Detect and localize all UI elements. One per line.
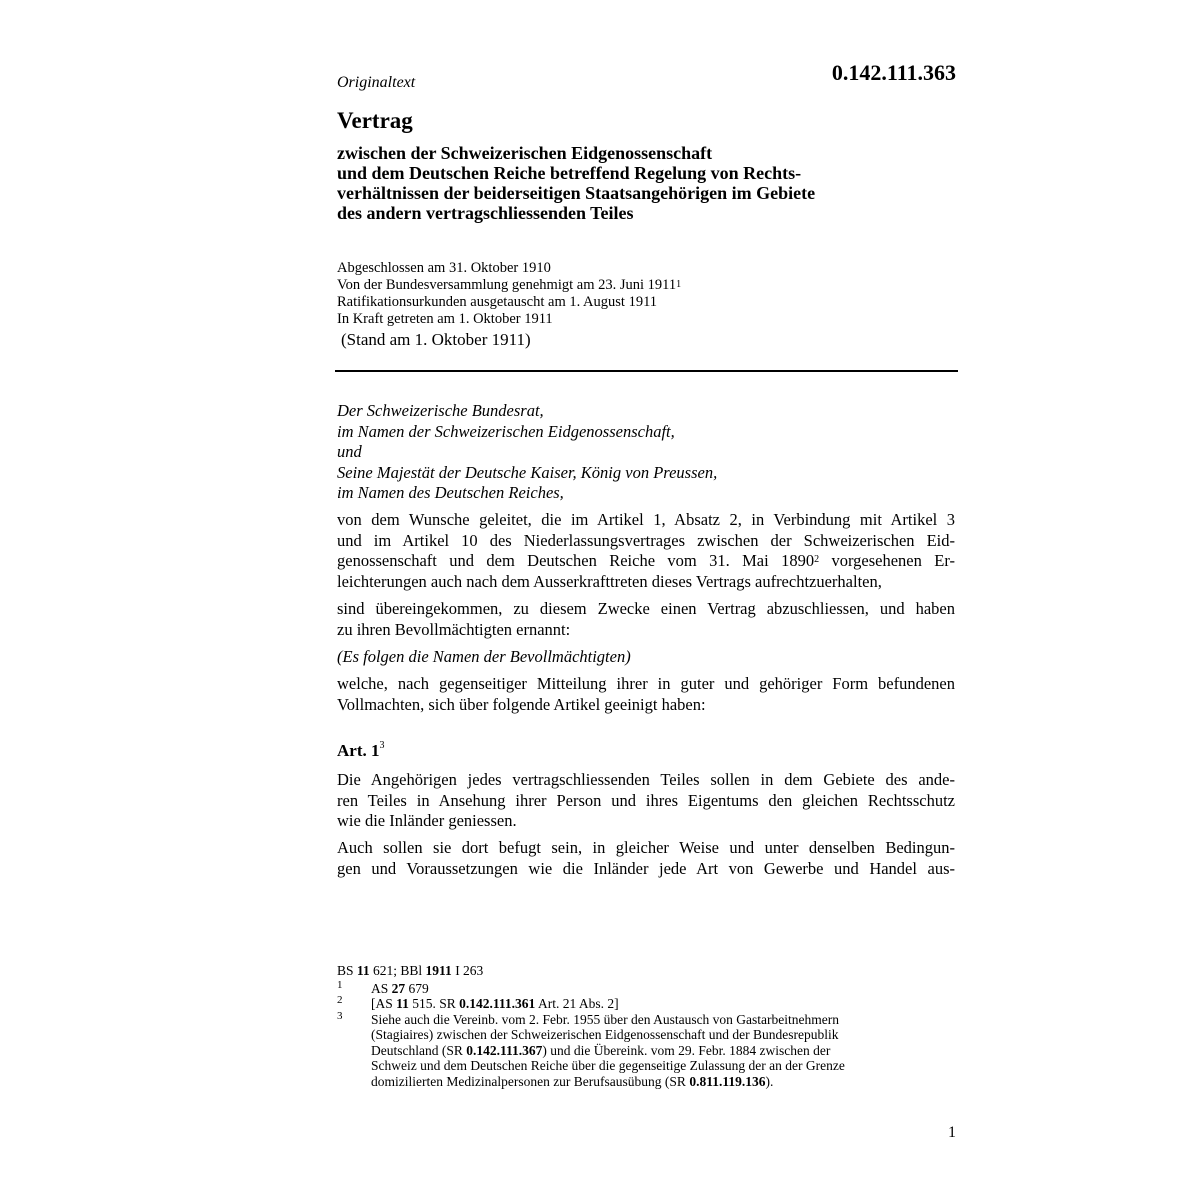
ratification-date: Ratifikationsurkunden ausgetauscht am 1. August 1911 <box>337 294 658 310</box>
party-line: im Namen des Deutschen Reiches, <box>337 483 564 502</box>
status-date: (Stand am 1. Oktober 1911) <box>341 330 531 349</box>
preamble-paragraph-3: (Es folgen die Namen der Bevollmächtigten) <box>337 647 631 666</box>
document-subtitle <box>337 143 957 223</box>
preamble-paragraph-4: welche, nach gegenseitiger Mitteilung ihrer in guter und gehöriger Form befundenen Vollmachten, sich über folgende Artikel geeinigt haben: <box>337 674 955 714</box>
party-line: und <box>337 442 362 461</box>
footnote-1: 1 AS 27 679 <box>337 978 429 996</box>
document-title: Vertrag <box>337 108 413 133</box>
party-line: im Namen der Schweizerischen Eidgenossenschaft, <box>337 421 675 441</box>
subtitle-line: und dem Deutschen Reiche betreffend Regelung von Rechts- <box>337 163 802 183</box>
approved-date: Von der Bundesversammlung genehmigt am 23. Juni 1911$^1$ <box>337 277 682 293</box>
in-force-date: In Kraft getreten am 1. Oktober 1911 <box>337 311 553 327</box>
subtitle-line: zwischen der Schweizerischen Eidgenossenschaft <box>337 143 713 163</box>
preamble-paragraph-1: von dem Wunsche geleitet, die im Artikel 1, Absatz 2, in Verbindung mit Artikel 3 und im Artikel 10 des Niederlassungsvertrages zwischen der Schweizerischen Eid- genossenschaft und dem Deutschen Reiche vom 31. Mai 1890$^2$ vorgesehenen Er- leichterungen auch nach dem Ausserkrafttreten dieses Vertrags aufrechtzuerhalten, <box>337 510 955 591</box>
footnote-ref[interactable]: 2 <box>814 554 820 565</box>
footnote-number: 3 <box>337 1009 343 1022</box>
page-number: 1 <box>948 1124 956 1141</box>
preamble-paragraph-2: sind übereingekommen, zu diesem Zwecke einen Vertrag abzuschliessen, und haben zu ihren Bevollmächtigten ernannt: <box>337 599 955 639</box>
concluded-date: Abgeschlossen am 31. Oktober 1910 <box>337 260 551 276</box>
article-1-paragraph-1: Die Angehörigen jedes vertragschliessenden Teiles sollen in dem Gebiete des ande- ren Teiles in Ansehung ihrer Person und ihres Eigentums den gleichen Rechtsschutz wie die Inländer geniessen. <box>337 770 955 830</box>
divider <box>335 370 958 372</box>
article-heading: Art. $1^3$ <box>337 740 385 760</box>
footnote-2: 2 [AS 11 515. SR 0.142.111.361 Art. 21 Abs. 2] <box>337 994 619 1011</box>
footnote-3: 3 Siehe auch die Vereinb. vom 2. Febr. 1955 über den Austausch von Gastarbeitnehmern (Stagiaires) zwischen der Schweizerischen Eidgenossenschaft und der Bundesrepublik Deutschland (SR 0.142.111.367) und die Übereink. vom 29. Febr. 1884 zwischen der Schweiz und dem Deutschen Reiche über die gegenseitige Zulassung der an der Grenze domizilierten Medizinalpersonen zur Berufsausübung (SR 0.811.119.136). <box>337 1009 845 1089</box>
sr-number: 0.142.111.363 <box>831 60 956 85</box>
party-line: Der Schweizerische Bundesrat, <box>337 401 544 420</box>
treaty-metadata <box>337 260 957 328</box>
subtitle-line: verhältnissen der beiderseitigen Staatsangehörigen im Gebiete <box>337 183 816 203</box>
source-reference: BS 11 621; BBl 1911 I 263 <box>337 963 484 978</box>
original-text-label: Originaltext <box>337 74 416 91</box>
article-1-paragraph-2: Auch sollen sie dort befugt sein, in gleicher Weise und unter denselben Bedingun- gen und Voraussetzungen wie die Inländer jede Art von Gewerbe und Handel aus- <box>337 838 955 878</box>
footnote-number: 1 <box>337 978 343 991</box>
preamble-parties <box>337 401 955 504</box>
footnote-number: 2 <box>337 994 343 1006</box>
footnotes <box>337 963 947 1089</box>
footnote-ref[interactable]: 3 <box>379 740 385 751</box>
subtitle-line: des andern vertragschliessenden Teiles <box>337 203 634 223</box>
footnote-ref[interactable]: 1 <box>676 279 682 290</box>
party-line: Seine Majestät der Deutsche Kaiser, König von Preussen, <box>337 462 718 482</box>
